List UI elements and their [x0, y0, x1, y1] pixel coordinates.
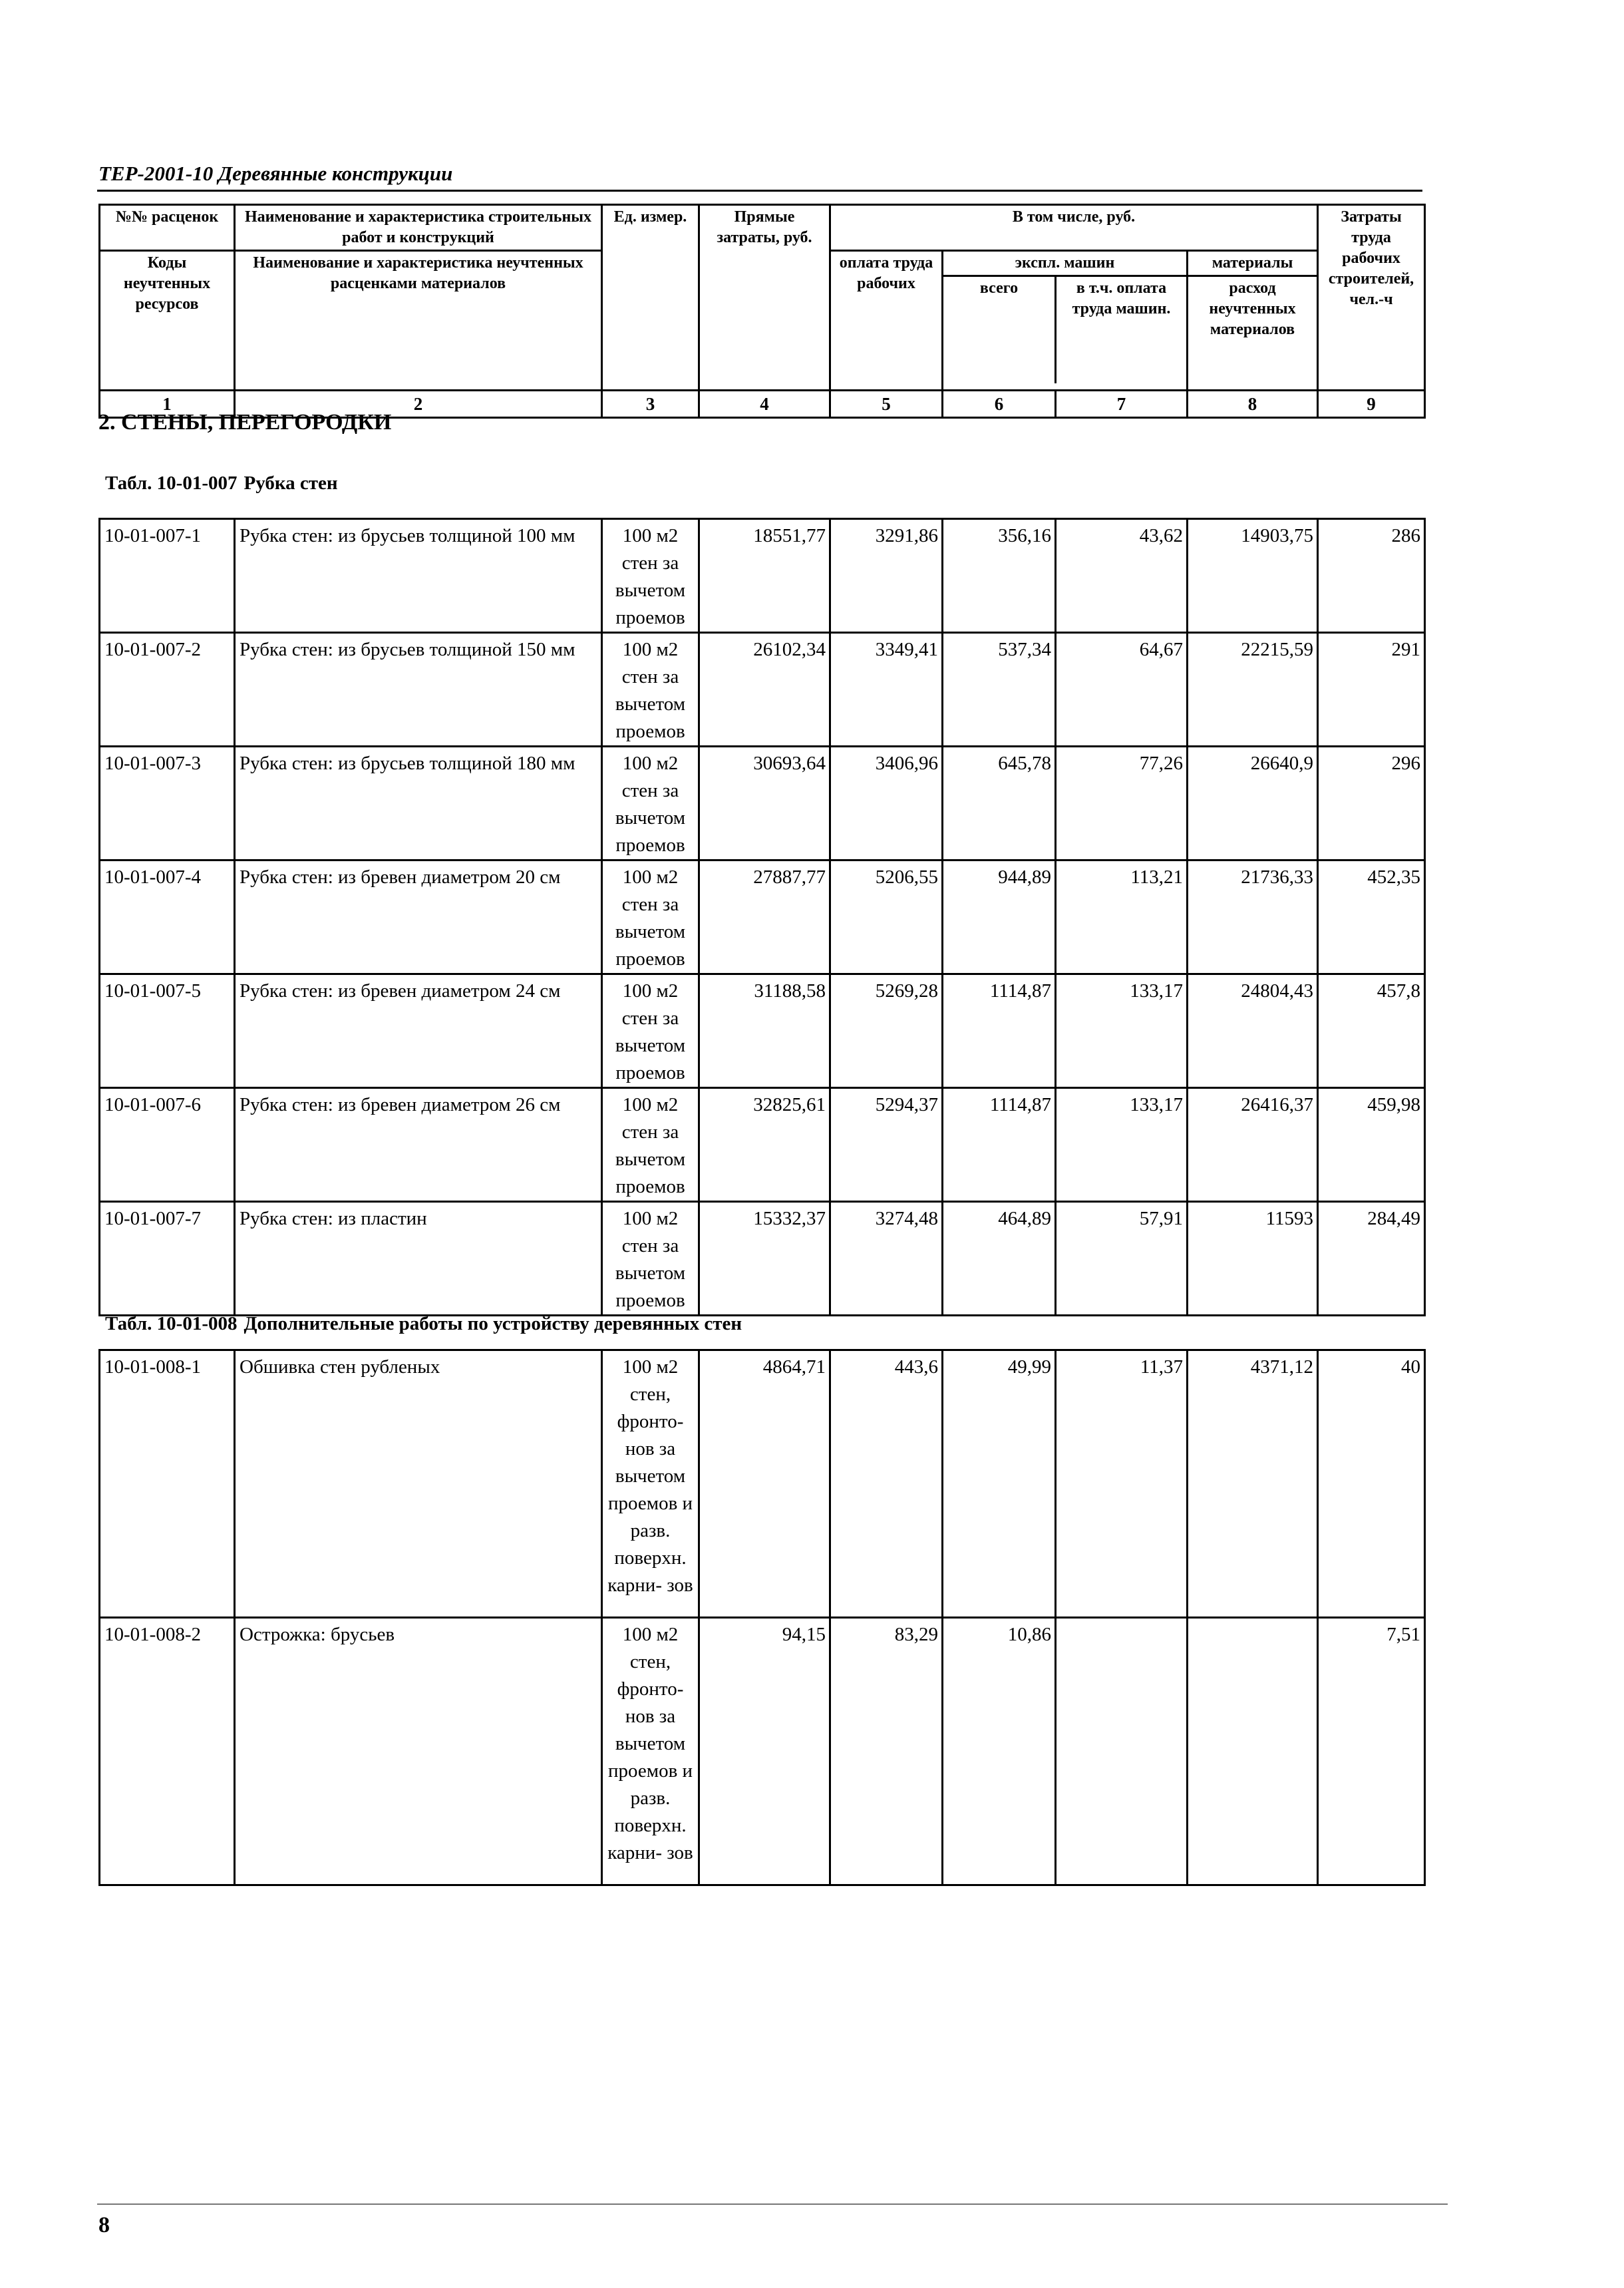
header-number-9: 9: [1318, 391, 1425, 418]
table-body: [100, 519, 1425, 1316]
work-name-cell: Рубка стен: из бревен диаметром 24 см: [235, 974, 602, 1088]
header-machine-operator-pay: в т.ч. оплата труда машин.: [1072, 280, 1171, 317]
work-name-cell: Острожка: брусьев: [235, 1618, 602, 1885]
header-machines-total: всего: [943, 277, 1056, 383]
unit-cell: 100 м2 стен, фронто- нов за вычетом проемов и разв. поверхн. карни- зов: [602, 1618, 699, 1885]
machines-total-cell: 356,16: [943, 519, 1056, 633]
machine-operator-pay-cell: 113,21: [1056, 860, 1188, 974]
header-rate-numbers: №№ расценок: [100, 205, 235, 251]
table-row: [100, 1350, 1425, 1618]
rate-code-cell: 10-01-007-7: [100, 1202, 235, 1316]
work-name-cell: Рубка стен: из брусьев толщиной 100 мм: [235, 519, 602, 633]
header-number-6: 6: [943, 391, 1056, 418]
materials-cell: 22215,59: [1188, 633, 1318, 747]
rate-code-cell: 10-01-007-1: [100, 519, 235, 633]
materials-cell: 24804,43: [1188, 974, 1318, 1088]
table-row: [100, 1618, 1425, 1885]
materials-cell: 4371,12: [1188, 1350, 1318, 1618]
header-unaccounted-materials: расход неучтенных материалов: [1209, 280, 1296, 338]
header-material-name: Наименование и характеристика неучтенных расценками материалов: [235, 251, 602, 391]
header-worker-pay: оплата труда рабочих: [830, 251, 943, 391]
materials-cell: 26416,37: [1188, 1088, 1318, 1202]
direct-costs-cell: 27887,77: [699, 860, 830, 974]
table-row: [100, 633, 1425, 747]
table-name: Рубка стен: [244, 473, 338, 494]
header-machines-label: экспл. машин: [943, 252, 1186, 277]
footer-rule: [97, 2203, 1448, 2205]
worker-pay-cell: 3274,48: [830, 1202, 943, 1316]
rate-code-cell: 10-01-007-2: [100, 633, 235, 747]
machine-operator-pay-cell: 43,62: [1056, 519, 1188, 633]
machine-operator-pay-cell: 133,17: [1056, 974, 1188, 1088]
direct-costs-cell: 15332,37: [699, 1202, 830, 1316]
table-row: [100, 519, 1425, 633]
rate-code-cell: 10-01-007-5: [100, 974, 235, 1088]
machine-operator-pay-cell: 77,26: [1056, 747, 1188, 860]
header-including-group: В том числе, руб.: [830, 205, 1318, 251]
direct-costs-cell: 26102,34: [699, 633, 830, 747]
table-row: [100, 1202, 1425, 1316]
direct-costs-cell: 18551,77: [699, 519, 830, 633]
materials-cell: 21736,33: [1188, 860, 1318, 974]
machines-total-cell: 49,99: [943, 1350, 1056, 1618]
page-number: 8: [98, 2213, 110, 2237]
direct-costs-cell: 30693,64: [699, 747, 830, 860]
header-number-4: 4: [699, 391, 830, 418]
direct-costs-cell: 31188,58: [699, 974, 830, 1088]
table-name: Дополнительные работы по устройству деревянных стен: [244, 1313, 742, 1334]
table-row: [100, 860, 1425, 974]
header-number-3: 3: [602, 391, 699, 418]
machine-operator-pay-cell: 133,17: [1056, 1088, 1188, 1202]
running-title: ТЕР-2001-10 Деревянные конструкции: [98, 162, 453, 185]
section-title: 2. СТЕНЫ, ПЕРЕГОРОДКИ: [98, 410, 392, 435]
direct-costs-cell: 32825,61: [699, 1088, 830, 1202]
table-code: Табл. 10-01-008: [105, 1313, 238, 1334]
header-labor-hours: Затраты труда рабочих строителей, чел.-ч: [1318, 205, 1425, 391]
machines-total-cell: 944,89: [943, 860, 1056, 974]
header-direct-costs: Прямые затраты, руб.: [699, 205, 830, 391]
table-body: [100, 1350, 1425, 1885]
table-10-01-008: [98, 1349, 1426, 1886]
materials-cell: 11593: [1188, 1202, 1318, 1316]
header-machines-group: [943, 251, 1188, 391]
header-unit: Ед. измер.: [602, 205, 699, 391]
header-materials: [1188, 251, 1318, 391]
work-name-cell: Рубка стен: из бревен диаметром 20 см: [235, 860, 602, 974]
header-number-2: 2: [235, 391, 602, 418]
header-number-8: 8: [1188, 391, 1318, 418]
worker-pay-cell: 3349,41: [830, 633, 943, 747]
header-materials-label: материалы: [1188, 252, 1317, 277]
machines-total-cell: 645,78: [943, 747, 1056, 860]
unit-cell: 100 м2 стен за вычетом проемов: [602, 633, 699, 747]
table-10-01-007-title: [105, 473, 338, 494]
rate-code-cell: 10-01-007-3: [100, 747, 235, 860]
table-row: [100, 747, 1425, 860]
unit-cell: 100 м2 стен за вычетом проемов: [602, 1202, 699, 1316]
labor-hours-cell: 291: [1318, 633, 1425, 747]
machine-operator-pay-cell: 11,37: [1056, 1350, 1188, 1618]
header-work-name: Наименование и характеристика строительных работ и конструкций: [235, 205, 602, 251]
machines-total-cell: 537,34: [943, 633, 1056, 747]
labor-hours-cell: 296: [1318, 747, 1425, 860]
materials-cell: 26640,9: [1188, 747, 1318, 860]
work-name-cell: Рубка стен: из брусьев толщиной 150 мм: [235, 633, 602, 747]
worker-pay-cell: 3406,96: [830, 747, 943, 860]
table-code: Табл. 10-01-007: [105, 473, 238, 494]
direct-costs-cell: 94,15: [699, 1618, 830, 1885]
rate-code-cell: 10-01-008-1: [100, 1350, 235, 1618]
table-row: [100, 974, 1425, 1088]
rate-code-cell: 10-01-007-6: [100, 1088, 235, 1202]
work-name-cell: Рубка стен: из пластин: [235, 1202, 602, 1316]
worker-pay-cell: 3291,86: [830, 519, 943, 633]
work-name-cell: Рубка стен: из бревен диаметром 26 см: [235, 1088, 602, 1202]
machines-total-cell: 10,86: [943, 1618, 1056, 1885]
machines-total-cell: 1114,87: [943, 974, 1056, 1088]
table-10-01-007: [98, 518, 1426, 1316]
machines-total-cell: 1114,87: [943, 1088, 1056, 1202]
rate-code-cell: 10-01-008-2: [100, 1618, 235, 1885]
worker-pay-cell: 5269,28: [830, 974, 943, 1088]
header-resource-codes: Коды неучтенных ресурсов: [100, 251, 235, 391]
work-name-cell: Рубка стен: из брусьев толщиной 180 мм: [235, 747, 602, 860]
header-number-5: 5: [830, 391, 943, 418]
table-row: [100, 1088, 1425, 1202]
labor-hours-cell: 40: [1318, 1350, 1425, 1618]
labor-hours-cell: 459,98: [1318, 1088, 1425, 1202]
worker-pay-cell: 443,6: [830, 1350, 943, 1618]
unit-cell: 100 м2 стен за вычетом проемов: [602, 519, 699, 633]
unit-cell: 100 м2 стен за вычетом проемов: [602, 974, 699, 1088]
labor-hours-cell: 286: [1318, 519, 1425, 633]
header-rule: [97, 190, 1422, 192]
unit-cell: 100 м2 стен за вычетом проемов: [602, 1088, 699, 1202]
worker-pay-cell: 5294,37: [830, 1088, 943, 1202]
direct-costs-cell: 4864,71: [699, 1350, 830, 1618]
labor-hours-cell: 7,51: [1318, 1618, 1425, 1885]
unit-cell: 100 м2 стен за вычетом проемов: [602, 860, 699, 974]
rate-code-cell: 10-01-007-4: [100, 860, 235, 974]
unit-cell: 100 м2 стен за вычетом проемов: [602, 747, 699, 860]
materials-cell: 14903,75: [1188, 519, 1318, 633]
worker-pay-cell: 5206,55: [830, 860, 943, 974]
worker-pay-cell: 83,29: [830, 1618, 943, 1885]
labor-hours-cell: 452,35: [1318, 860, 1425, 974]
machine-operator-pay-cell: 64,67: [1056, 633, 1188, 747]
column-header-table: [98, 204, 1426, 419]
table-10-01-008-title: [105, 1313, 742, 1335]
labor-hours-cell: 457,8: [1318, 974, 1425, 1088]
machine-operator-pay-cell: [1056, 1618, 1188, 1885]
header-number-1: 1: [100, 391, 235, 418]
machines-total-cell: 464,89: [943, 1202, 1056, 1316]
machine-operator-pay-cell: 57,91: [1056, 1202, 1188, 1316]
unit-cell: 100 м2 стен, фронто- нов за вычетом проемов и разв. поверхн. карни- зов: [602, 1350, 699, 1618]
labor-hours-cell: 284,49: [1318, 1202, 1425, 1316]
header-number-7: 7: [1056, 391, 1188, 418]
work-name-cell: Обшивка стен рубленых: [235, 1350, 602, 1618]
materials-cell: [1188, 1618, 1318, 1885]
